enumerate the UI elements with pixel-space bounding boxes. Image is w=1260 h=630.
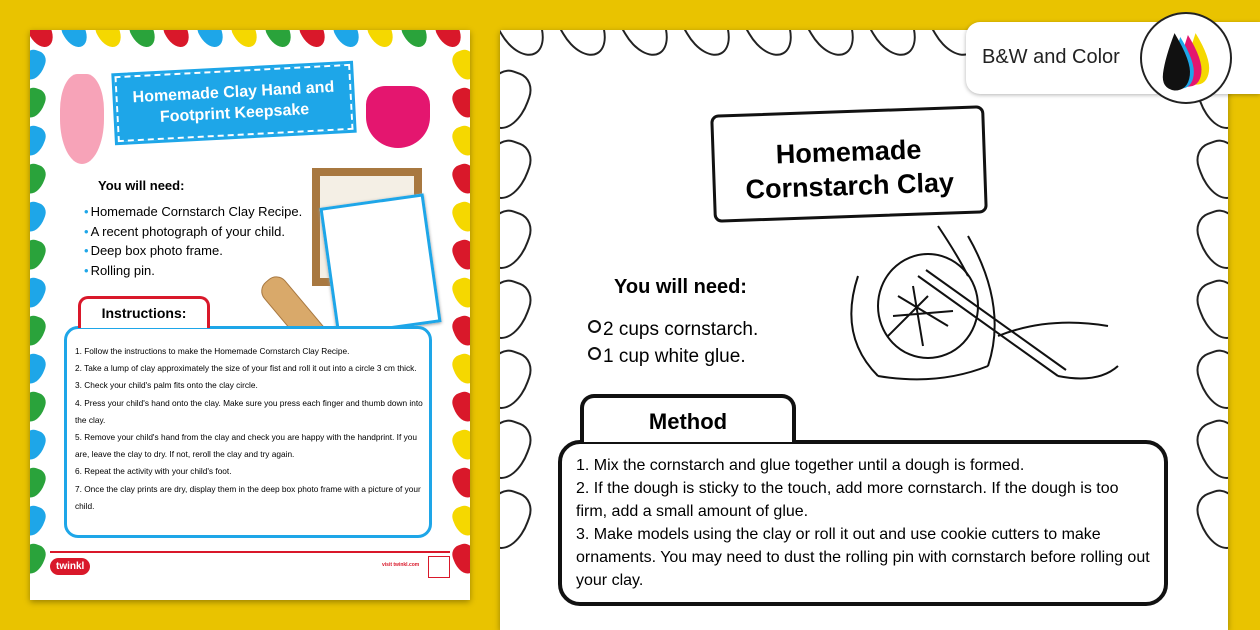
quality-badge-icon [428,556,450,578]
blob-shape [30,465,48,501]
blob-shape [500,275,537,346]
list-item: 1 cup white glue. [588,343,758,370]
blob-shape [450,237,470,273]
footer-link: visit twinkl.com [382,562,420,568]
you-will-need-heading: You will need: [98,178,185,193]
instruction-step: 5. Remove your child's hand from the clay and check you are happy with the handprint. If you are, leave the clay to dry. If not, reroll the clay and try again. [75,432,417,460]
blob-shape [30,199,48,235]
list-item: • A recent photograph of your child. [84,222,302,242]
list-item: • Deep box photo frame. [84,241,302,261]
blob-shape [450,85,470,121]
method-step: 3. Make models using the clay or roll it out and use cookie cutters to make ornaments. You may need to dust the rolling pin with cornstarch before rolling out your clay. [576,526,1150,589]
color-worksheet-page [30,30,470,600]
blob-shape [450,47,470,83]
blob-shape [30,351,48,387]
page-title: Homemade Clay Hand and Footprint Keepsake [114,64,353,142]
blob-shape [450,275,470,311]
bw-worksheet-page [500,30,1228,630]
blob-shape [500,135,537,206]
list-item: 2 cups cornstarch. [588,316,758,343]
blob-shape [92,30,126,51]
blob-shape [674,30,740,64]
footprint-image [60,74,104,164]
blob-shape [612,30,678,64]
blob-shape [500,415,537,486]
blob-shape [30,313,48,349]
blob-shape [736,30,802,64]
blob-shape [30,85,48,121]
blob-shape [126,30,160,51]
blob-shape [30,123,48,159]
method-heading: Method [580,394,796,442]
blob-shape [296,30,330,51]
blob-shape [30,275,48,311]
blob-shape [450,161,470,197]
materials-list [84,202,302,280]
footer-divider [50,551,450,553]
blob-shape [30,503,48,539]
blob-shape [30,30,58,51]
blob-shape [450,351,470,387]
instruction-step: 4. Press your child's hand onto the clay. Make sure you press each finger and thumb down into the clay. [75,397,423,425]
blob-shape [500,30,554,64]
blob-shape [58,30,92,51]
blob-shape [432,30,466,51]
instructions-heading: Instructions: [78,296,210,328]
instruction-step: 2. Take a lump of clay approximately the size of your fist and roll it out into a circle 3 cm thick. [75,363,417,374]
blob-shape [450,427,470,463]
method-step: 2. If the dough is sticky to the touch, add more cornstarch. If the dough is too firm, add a small amount of glue. [576,480,1119,520]
list-item: • Homemade Cornstarch Clay Recipe. [84,202,302,222]
blob-shape [364,30,398,51]
blob-shape [500,65,537,136]
blob-shape [30,427,48,463]
blob-shape [500,345,537,416]
ink-drops-icon [1140,12,1232,104]
blob-shape [1191,415,1228,486]
blob-shape [450,503,470,539]
blob-shape [550,30,616,64]
recipe-sheet-thumbnail [319,193,441,336]
blob-shape [1191,275,1228,346]
blob-shape [262,30,296,51]
blob-shape [1191,205,1228,276]
blob-shape [450,465,470,501]
instruction-step: 1. Follow the instructions to make the Homemade Cornstarch Clay Recipe. [75,346,350,356]
blob-shape [1191,345,1228,416]
page-title: Homemade Cornstarch Clay [710,105,988,222]
blob-shape [1191,135,1228,206]
blob-shape [30,389,48,425]
instruction-step: 3. Check your child's palm fits onto the clay circle. [75,380,258,391]
blob-shape [30,161,48,197]
list-item: • Rolling pin. [84,261,302,281]
method-box [558,440,1168,606]
blob-shape [500,205,537,276]
blob-shape [160,30,194,51]
ingredients-list [588,316,758,370]
instruction-step: 6. Repeat the activity with your child's foot. [75,466,232,477]
blob-shape [450,123,470,159]
instruction-step: 7. Once the clay prints are dry, display them in the deep box photo frame with a picture of your child. [75,483,421,511]
blob-shape [30,47,48,83]
blob-shape [450,389,470,425]
blob-shape [450,199,470,235]
method-step: 1. Mix the cornstarch and glue together until a dough is formed. [576,457,1025,474]
blob-shape [30,237,48,273]
version-label-text: B&W and Color [982,46,1120,68]
twinkl-logo: twinkl [50,558,90,575]
handprint-image [366,86,430,148]
blob-shape [798,30,864,64]
blob-shape [1191,485,1228,556]
blob-shape [500,485,537,556]
blob-shape [450,541,470,577]
blob-shape [398,30,432,51]
blob-shape [330,30,364,51]
instructions-box [64,326,432,538]
blob-shape [30,541,48,577]
blob-shape [228,30,262,51]
blob-shape [450,313,470,349]
blob-shape [194,30,228,51]
hands-holding-clay-illustration [818,216,1128,386]
you-will-need-heading: You will need: [614,276,747,298]
blob-shape [860,30,926,64]
